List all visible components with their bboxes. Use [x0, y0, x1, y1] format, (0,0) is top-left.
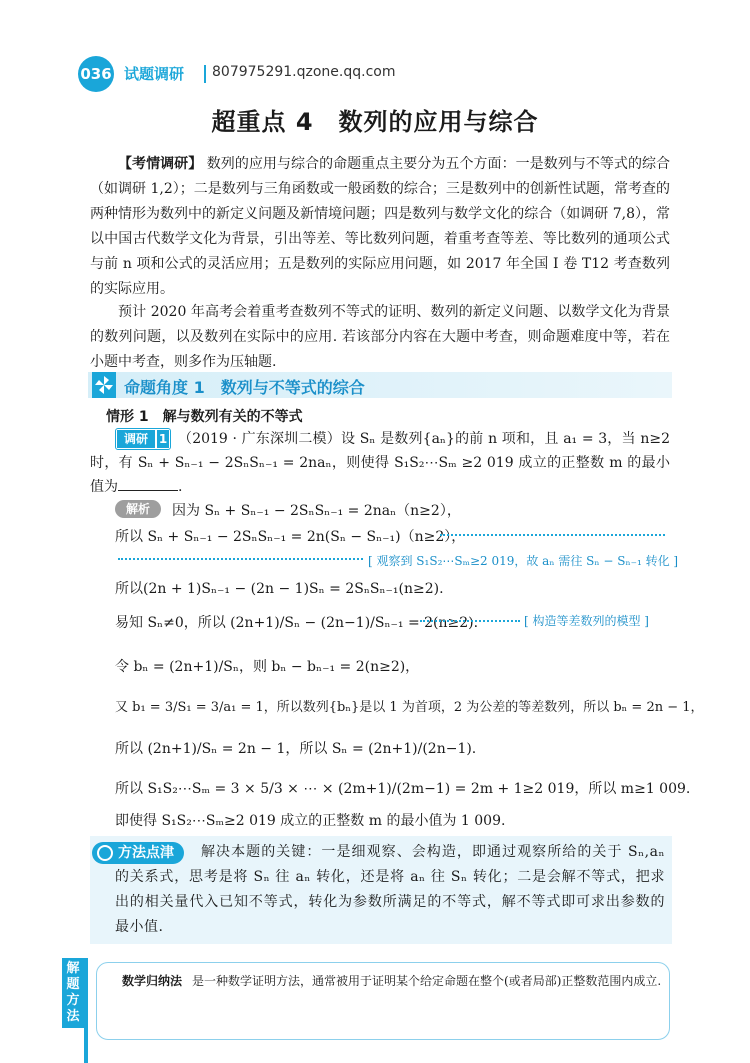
page-header — [78, 56, 698, 92]
subsection-heading: 情形 1 解与数列有关的不等式 — [106, 409, 303, 425]
side-accent-line — [84, 958, 88, 1063]
tip-heading: 数学归纳法 — [122, 974, 183, 988]
solution-line-4: 易知 Sₙ≠0，所以 (2n+1)/Sₙ − (2n−1)/Sₙ₋₁ = 2(n≥2). — [115, 615, 479, 631]
header-divider — [204, 65, 206, 83]
tip-body: 是一种数学证明方法，通常被用于证明某个给定命题在整个(或者局部)正整数范围内成立. — [192, 974, 662, 988]
intro-paragraph-2: 预计 2020 年高考会着重考查数列不等式的证明、数列的新定义问题、以数学文化为背景的数列问题，以及数列在实际中的应用. 若该部分内容在大题中考查，则命题难度中等，若在小题中考查，则多作为压轴题. — [90, 304, 670, 370]
page-number-badge: 036 — [78, 56, 114, 92]
page-title: 超重点 4 数列的应用与综合 — [211, 108, 539, 136]
solution-line-9: 即使得 S₁S₂⋯Sₘ≥2 019 成立的正整数 m 的最小值为 1 009. — [115, 813, 506, 829]
solution-note-2: [ 构造等差数列的模型 ] — [524, 614, 649, 628]
solution-label: 解析 — [115, 500, 161, 518]
lightbulb-icon — [97, 845, 113, 861]
solution-line-8: 所以 S₁S₂⋯Sₘ = 3 × 5/3 × ⋯ × (2m+1)/(2m−1) = 2m + 1≥2 019，所以 m≥1 009. — [115, 781, 691, 797]
solution-line-6: 又 b₁ = 3/S₁ = 3/a₁ = 1，所以数列{bₙ}是以 1 为首项，2 为公差的等差数列，所以 bₙ = 2n − 1， — [115, 700, 704, 715]
solution-note-1: [ 观察到 S₁S₂⋯Sₘ≥2 019，故 aₙ 需往 Sₙ − Sₙ₋₁ 转化 ] — [368, 554, 679, 568]
solution-line-3: 所以(2n + 1)Sₙ₋₁ − (2n − 1)Sₙ = 2SₙSₙ₋₁(n≥2). — [115, 581, 444, 597]
intro-text-1: 数列的应用与综合的命题重点主要分为五个方面：一是数列与不等式的综合（如调研 1,2）；二是数列与三角函数或一般函数的综合；三是数列中的创新性试题，常考查的两种情形为数列中的新定义问题及新情境问题；四是数列与数学文化的综合（如调研 7,8），常以中国古代数学文化为背景，引出等差、等比数列问题，着重考查等差、等比数列的通项公式与前 n 项和公式的灵活应用；五是数列的实际应用问题，如 2017 年全国 Ⅰ 卷 T12 考查数列的实际应用。 — [90, 156, 671, 297]
leader-dots-2 — [118, 558, 363, 560]
example-text-b: . — [178, 479, 183, 495]
example-text — [90, 427, 670, 499]
leader-dots-1 — [440, 534, 665, 536]
side-tab-label: 解题方法 — [62, 958, 84, 1028]
leader-dots-3 — [420, 620, 520, 622]
solution-line-5: 令 bₙ = (2n+1)/Sₙ，则 bₙ − bₙ₋₁ = 2(n≥2)， — [115, 659, 420, 675]
solution-line-1: 因为 Sₙ + Sₙ₋₁ − 2SₙSₙ₋₁ = 2naₙ（n≥2）， — [172, 503, 461, 519]
header-section-title: 试题调研 — [124, 65, 185, 83]
method-text: 解决本题的关键：一是细观察、会构造，即通过观察所给的关于 Sₙ,aₙ 的关系式，思考是将 Sₙ 往 aₙ 转化，还是将 aₙ 往 Sₙ 转化；二是会解不等式，把求出的相关量代入已知不等式，转化为参数所满足的不等式，解不等式即可求出参数的最小值. — [115, 844, 665, 935]
pinwheel-icon — [92, 372, 116, 398]
example-text-a: （2019 · 广东深圳二模）设 Sₙ 是数列{aₙ}的前 n 项和，且 a₁ = 3，当 n≥2 时，有 Sₙ + Sₙ₋₁ − 2SₙSₙ₋₁ = 2naₙ，则使得 S₁S₂⋯Sₘ ≥2 019 成立的正整数 m 的最小值为 — [90, 431, 670, 495]
tip-text — [122, 970, 662, 992]
answer-blank — [118, 477, 178, 491]
example-label: 调研 — [117, 430, 155, 448]
method-label: 方法点津 — [92, 842, 184, 864]
example-number: 1 — [158, 432, 168, 446]
header-url: 807975291.qzone.qq.com — [212, 64, 396, 80]
intro-tag: 【考情调研】 — [118, 156, 203, 172]
section-heading: 命题角度 1 数列与不等式的综合 — [124, 378, 365, 397]
solution-line-2: 所以 Sₙ + Sₙ₋₁ − 2SₙSₙ₋₁ = 2n(Sₙ − Sₙ₋₁)（n≥2）， — [115, 529, 466, 545]
intro-paragraph-1 — [90, 152, 670, 302]
solution-line-7: 所以 (2n+1)/Sₙ = 2n − 1，所以 Sₙ = (2n+1)/(2n−1). — [115, 741, 477, 757]
